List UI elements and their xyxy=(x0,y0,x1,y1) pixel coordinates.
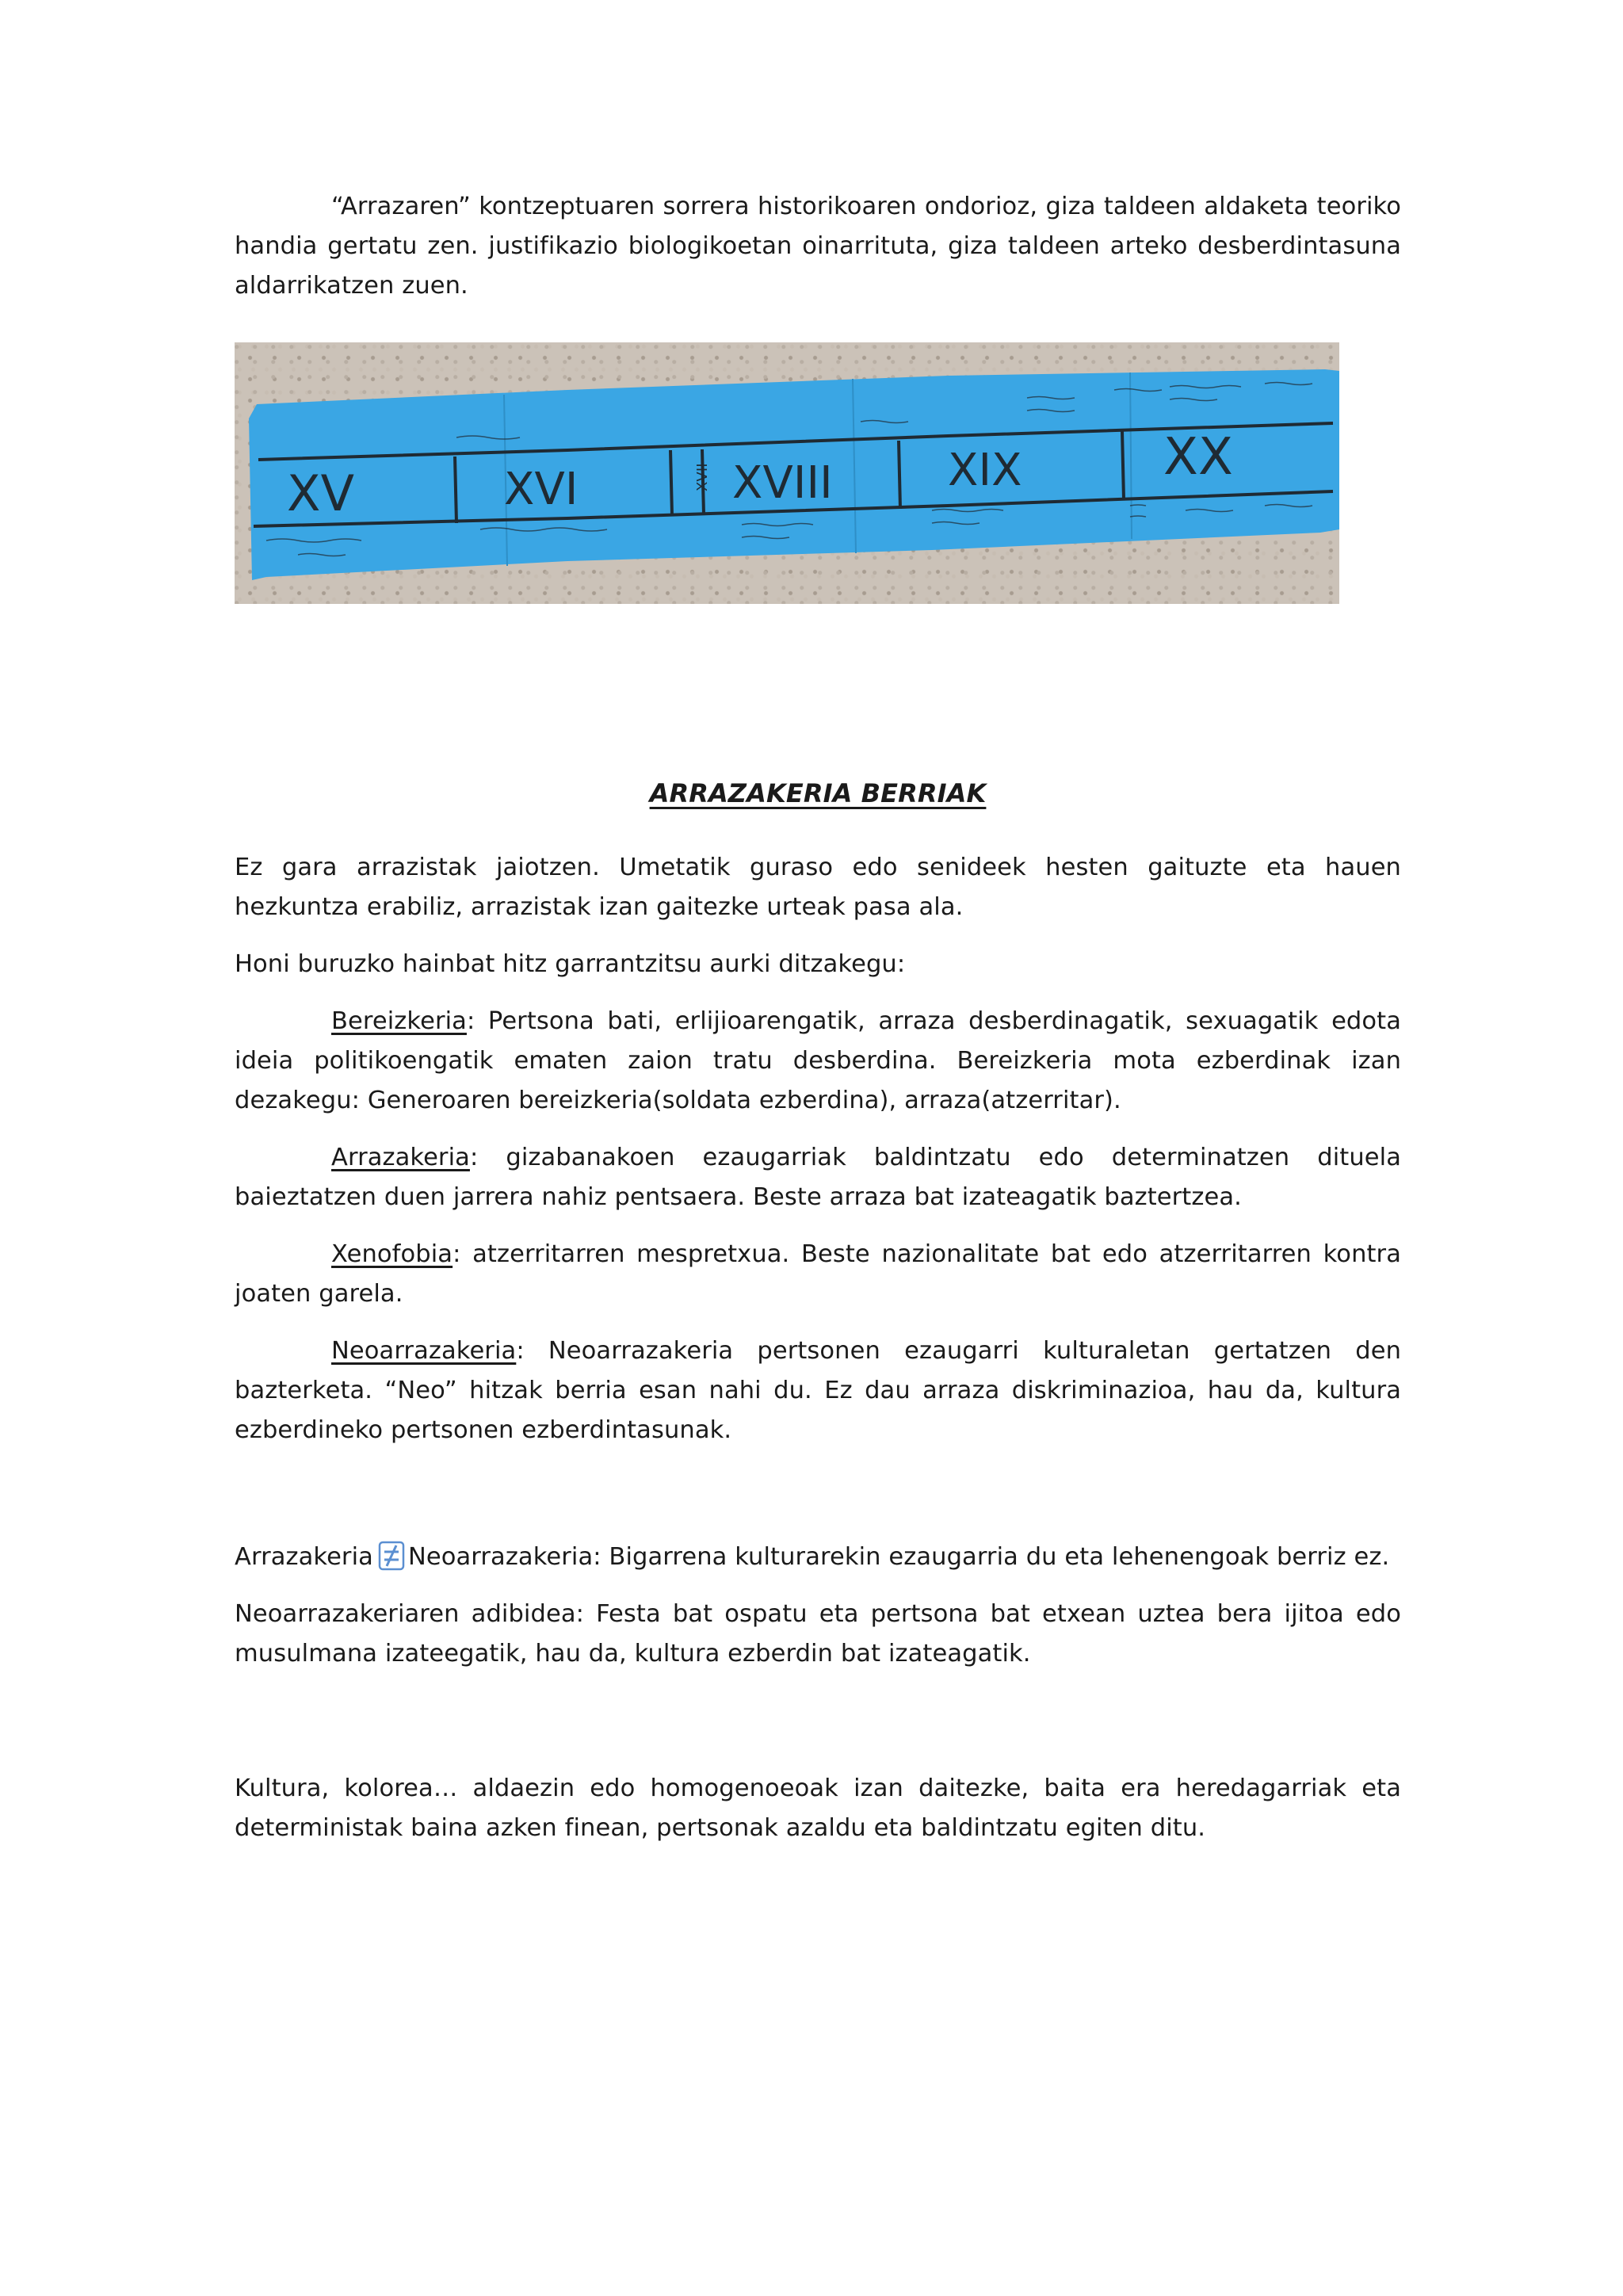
section-title: ARRAZAKERIA BERRIAK xyxy=(649,778,987,808)
definition-text: : Pertsona bati, erlijioarengatik, arraza desberdinagatik, sexuagatik edota ideia politikoengatik ematen zaion tratu desberdina. Bereizkeria mota ezberdinak izan dezakegu: Generoaren bereizkeria(soldata ezberdina), arraza(atzerritar). xyxy=(235,1007,1401,1114)
definition-term: Bereizkeria xyxy=(331,1007,467,1035)
definition-bereizkeria xyxy=(235,1002,1401,1121)
comparison-paragraph xyxy=(235,1538,1401,1577)
comparison-right: Neoarrazakeria: Bigarrena kulturarekin ezaugarria du eta lehenengoak berriz ez. xyxy=(407,1543,1390,1571)
timeline-photo xyxy=(235,342,1339,604)
definition-term: Arrazakeria xyxy=(331,1144,470,1171)
closing-paragraph: Kultura, kolorea… aldaezin edo homogenoeoak izan daitezke, baita era heredagarriak eta deterministak baina azken finean, pertsonak azaldu eta baldintzatu egiten ditu. xyxy=(235,1775,1401,1842)
paragraph: Honi buruzko hainbat hitz garrantzitsu aurki ditzakegu: xyxy=(235,950,906,978)
century-label: XVIII xyxy=(732,457,833,509)
century-label: XV xyxy=(287,464,355,522)
intro-paragraph: “Arrazaren” kontzeptuaren sorrera historikoaren ondorioz, giza taldeen aldaketa teoriko handia gertatu zen. justifikazio biologikoetan oinarrituta, giza taldeen arteko desberdintasuna aldarrikatzen zuen. xyxy=(235,193,1401,300)
century-label: XVII xyxy=(694,463,711,491)
definition-text: : gizabanakoen ezaugarriak baldintzatu edo determinatzen dituela baieztatzen duen jarrera nahiz pentsaera. Beste arraza bat izateagatik baztertzea. xyxy=(235,1144,1401,1211)
not-equal-icon xyxy=(378,1541,405,1571)
century-label: XX xyxy=(1163,428,1233,487)
definition-text: : atzerritarren mespretxua. Beste nazionalitate bat edo atzerritarren kontra joaten garela. xyxy=(235,1240,1401,1308)
definition-arrazakeria xyxy=(235,1138,1401,1217)
document-page xyxy=(235,187,1401,1848)
definition-term: Neoarrazakeria xyxy=(331,1337,517,1365)
example-paragraph: Neoarrazakeriaren adibidea: Festa bat ospatu eta pertsona bat etxean uztea bera ijitoa edo musulmana izateegatik, hau da, kultura ezberdin bat izateagatik. xyxy=(235,1600,1401,1668)
definition-neoarrazakeria xyxy=(235,1331,1401,1450)
century-label: XVI xyxy=(504,464,579,515)
definition-xenofobia xyxy=(235,1235,1401,1314)
century-label: XIX xyxy=(948,445,1022,496)
definition-term: Xenofobia xyxy=(331,1240,453,1268)
comparison-left: Arrazakeria xyxy=(235,1543,373,1571)
timeline-paper-drawing xyxy=(235,342,1339,604)
paragraph: Ez gara arrazistak jaiotzen. Umetatik guraso edo senideek hesten gaituzte eta hauen hezkuntza erabiliz, arrazistak izan gaitezke urteak pasa ala. xyxy=(235,854,1401,921)
definition-text: : Neoarrazakeria pertsonen ezaugarri kulturaletan gertatzen den bazterketa. “Neo” hitzak berria esan nahi du. Ez dau arraza diskriminazioa, hau da, kultura ezberdineko pertsonen ezberdintasunak. xyxy=(235,1337,1401,1444)
